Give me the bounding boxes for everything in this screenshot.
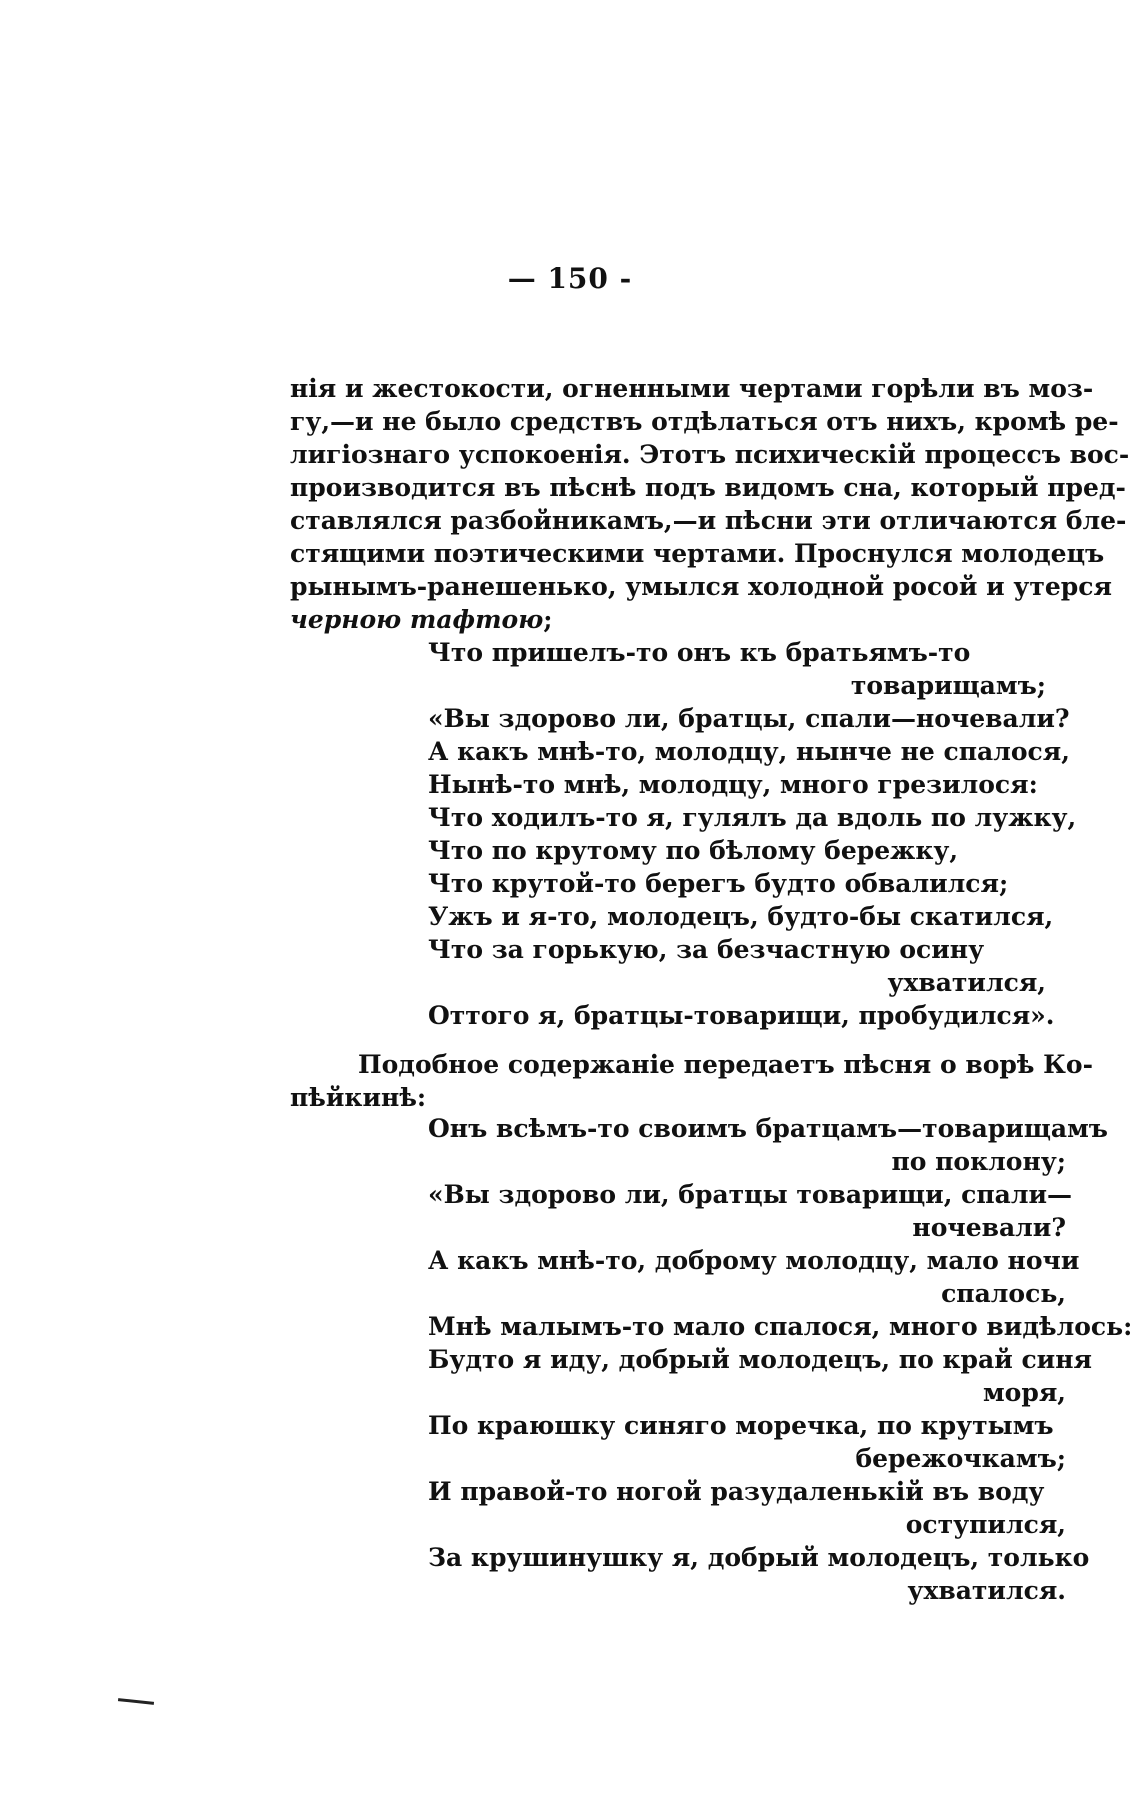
verse-line: А какъ мнѣ-то, молодцу, нынче не спалося,	[428, 737, 1070, 766]
verse-line: И правой-то ногой разудаленькій въ воду	[428, 1477, 1045, 1506]
text-line: гу,—и не было средствъ отдѣлаться отъ нихъ, кромѣ ре-	[290, 407, 1119, 436]
verse-line: Мнѣ малымъ-то мало спалося, много видѣлось:	[428, 1312, 1133, 1341]
verse-line: По краюшку синяго моречка, по крутымъ	[428, 1411, 1054, 1440]
text-line: нія и жестокости, огненными чертами горѣли въ моз-	[290, 374, 1094, 403]
verse-continuation: ухватился,	[887, 968, 1046, 997]
paragraph-2	[290, 1048, 1093, 1114]
print-mark	[118, 1698, 154, 1705]
verse-continuation: ухватился.	[907, 1576, 1066, 1605]
intro-paragraph	[290, 372, 1130, 636]
verse-line: Ужъ и я-то, молодецъ, будто-бы скатился,	[428, 902, 1054, 931]
verse-block-1	[428, 636, 1077, 1032]
verse-line: Что за горькую, за безчастную осину	[428, 935, 985, 964]
verse-continuation: ночевали?	[912, 1213, 1066, 1242]
verse-line: А какъ мнѣ-то, доброму молодцу, мало ночи	[428, 1246, 1080, 1275]
text-line: рынымъ-ранешенько, умылся холодной росой и утерся	[290, 572, 1112, 601]
text-line	[290, 603, 1080, 636]
text-line: ставлялся разбойникамъ,—и пѣсни эти отличаются бле-	[290, 506, 1127, 535]
verse-line: Что по крутому по бѣлому бережку,	[428, 836, 959, 865]
italic-phrase: черною тафтою	[290, 605, 544, 634]
verse-line: «Вы здорово ли, братцы товарищи, спали—	[428, 1180, 1073, 1209]
verse-line: Что крутой-то берегъ будто обвалился;	[428, 869, 1009, 898]
text-line: Подобное содержаніе передаетъ пѣсня о ворѣ Ко-	[358, 1050, 1093, 1079]
verse-line: Что пришелъ-то онъ къ братьямъ-то	[428, 638, 971, 667]
verse-line: Что ходилъ-то я, гулялъ да вдоль по лужку,	[428, 803, 1077, 832]
verse-line: Онъ всѣмъ-то своимъ братцамъ—товарищамъ	[428, 1114, 1108, 1143]
verse-block-2	[428, 1112, 1133, 1607]
text-line: стящими поэтическими чертами. Проснулся молодецъ	[290, 539, 1105, 568]
verse-line: Нынѣ-то мнѣ, молодцу, много грезилося:	[428, 770, 1038, 799]
text-line: пѣйкинѣ:	[290, 1083, 427, 1112]
text-line: производится въ пѣснѣ подъ видомъ сна, который пред-	[290, 473, 1126, 502]
verse-line: Будто я иду, добрый молодецъ, по край синя	[428, 1345, 1092, 1374]
verse-line: За крушинушку я, добрый молодецъ, только	[428, 1543, 1090, 1572]
verse-continuation: товарищамъ;	[850, 671, 1046, 700]
verse-continuation: бережочкамъ;	[855, 1444, 1066, 1473]
punctuation: ;	[543, 605, 553, 634]
verse-line: Оттого я, братцы-товарищи, пробудился».	[428, 1001, 1055, 1030]
verse-line: «Вы здорово ли, братцы, спали—ночевали?	[428, 704, 1070, 733]
verse-continuation: оступился,	[905, 1510, 1066, 1539]
verse-continuation: по поклону;	[891, 1147, 1066, 1176]
verse-continuation: моря,	[982, 1378, 1066, 1407]
page-number: — 150 -	[507, 262, 633, 295]
verse-continuation: спалось,	[941, 1279, 1066, 1308]
text-line: лигіознаго успокоенія. Этотъ психическій процессъ вос-	[290, 440, 1130, 469]
